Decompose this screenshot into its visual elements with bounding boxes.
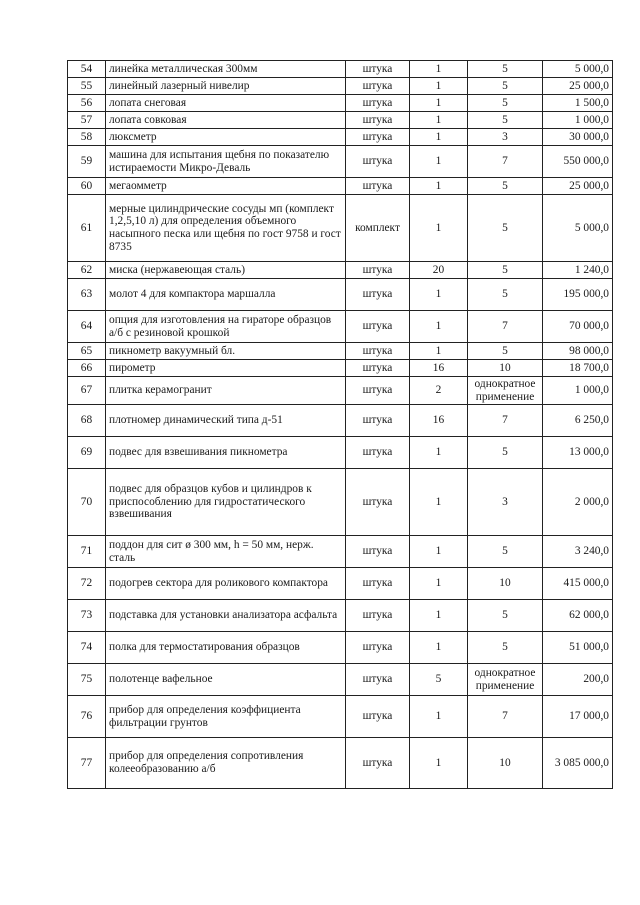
row-number-cell: 77 xyxy=(68,738,106,789)
quantity-cell: 1 xyxy=(410,61,468,78)
service-life-cell: однократное применение xyxy=(468,664,543,696)
table-row xyxy=(68,343,613,360)
service-life-cell: 5 xyxy=(468,343,543,360)
unit-of-measure-cell: штука xyxy=(346,377,410,405)
price-cell: 18 700,0 xyxy=(543,360,613,377)
price-cell: 2 000,0 xyxy=(543,469,613,536)
quantity-cell: 1 xyxy=(410,738,468,789)
item-name-cell: линейка металлическая 300мм xyxy=(106,61,346,78)
row-number-cell: 65 xyxy=(68,343,106,360)
unit-of-measure-cell: штука xyxy=(346,437,410,469)
price-cell: 25 000,0 xyxy=(543,178,613,195)
equipment-table xyxy=(67,60,613,789)
service-life-cell: 7 xyxy=(468,696,543,738)
service-life-cell: 10 xyxy=(468,360,543,377)
price-cell: 5 000,0 xyxy=(543,195,613,262)
quantity-cell: 1 xyxy=(410,311,468,343)
quantity-cell: 1 xyxy=(410,95,468,112)
price-cell: 5 000,0 xyxy=(543,61,613,78)
unit-of-measure-cell: штука xyxy=(346,664,410,696)
service-life-cell: 7 xyxy=(468,311,543,343)
table-row xyxy=(68,360,613,377)
unit-of-measure-cell: штука xyxy=(346,95,410,112)
item-name-cell: полка для термостатирования образцов xyxy=(106,632,346,664)
quantity-cell: 1 xyxy=(410,568,468,600)
table-row xyxy=(68,78,613,95)
price-cell: 30 000,0 xyxy=(543,129,613,146)
item-name-cell: пирометр xyxy=(106,360,346,377)
service-life-cell: однократное применение xyxy=(468,377,543,405)
table-row xyxy=(68,279,613,311)
unit-of-measure-cell: штука xyxy=(346,696,410,738)
table-row xyxy=(68,377,613,405)
quantity-cell: 1 xyxy=(410,343,468,360)
quantity-cell: 1 xyxy=(410,696,468,738)
table-row xyxy=(68,600,613,632)
table-row xyxy=(68,262,613,279)
item-name-cell: плитка керамогранит xyxy=(106,377,346,405)
service-life-cell: 5 xyxy=(468,536,543,568)
item-name-cell: полотенце вафельное xyxy=(106,664,346,696)
row-number-cell: 76 xyxy=(68,696,106,738)
quantity-cell: 1 xyxy=(410,437,468,469)
table-row xyxy=(68,61,613,78)
unit-of-measure-cell: штука xyxy=(346,61,410,78)
table-row xyxy=(68,146,613,178)
item-name-cell: поддон для сит ø 300 мм, h = 50 мм, нерж. сталь xyxy=(106,536,346,568)
service-life-cell: 3 xyxy=(468,129,543,146)
table-row xyxy=(68,195,613,262)
service-life-cell: 5 xyxy=(468,178,543,195)
item-name-cell: люксметр xyxy=(106,129,346,146)
price-cell: 51 000,0 xyxy=(543,632,613,664)
item-name-cell: пикнометр вакуумный бл. xyxy=(106,343,346,360)
item-name-cell: прибор для определения коэффициента фильтрации грунтов xyxy=(106,696,346,738)
item-name-cell: лопата совковая xyxy=(106,112,346,129)
item-name-cell: машина для испытания щебня по показателю истираемости Микро-Деваль xyxy=(106,146,346,178)
quantity-cell: 2 xyxy=(410,377,468,405)
item-name-cell: миска (нержавеющая сталь) xyxy=(106,262,346,279)
table-row xyxy=(68,311,613,343)
item-name-cell: подогрев сектора для роликового компактора xyxy=(106,568,346,600)
unit-of-measure-cell: штука xyxy=(346,568,410,600)
price-cell: 200,0 xyxy=(543,664,613,696)
row-number-cell: 64 xyxy=(68,311,106,343)
price-cell: 70 000,0 xyxy=(543,311,613,343)
price-cell: 1 240,0 xyxy=(543,262,613,279)
price-cell: 62 000,0 xyxy=(543,600,613,632)
row-number-cell: 74 xyxy=(68,632,106,664)
row-number-cell: 69 xyxy=(68,437,106,469)
unit-of-measure-cell: штука xyxy=(346,738,410,789)
row-number-cell: 62 xyxy=(68,262,106,279)
unit-of-measure-cell: штука xyxy=(346,632,410,664)
price-cell: 98 000,0 xyxy=(543,343,613,360)
unit-of-measure-cell: штука xyxy=(346,360,410,377)
row-number-cell: 61 xyxy=(68,195,106,262)
quantity-cell: 5 xyxy=(410,664,468,696)
quantity-cell: 1 xyxy=(410,195,468,262)
item-name-cell: мегаомметр xyxy=(106,178,346,195)
table-row xyxy=(68,632,613,664)
unit-of-measure-cell: штука xyxy=(346,178,410,195)
item-name-cell: подставка для установки анализатора асфальта xyxy=(106,600,346,632)
service-life-cell: 5 xyxy=(468,195,543,262)
price-cell: 17 000,0 xyxy=(543,696,613,738)
table-row xyxy=(68,664,613,696)
service-life-cell: 3 xyxy=(468,469,543,536)
service-life-cell: 5 xyxy=(468,262,543,279)
quantity-cell: 1 xyxy=(410,536,468,568)
row-number-cell: 58 xyxy=(68,129,106,146)
unit-of-measure-cell: штука xyxy=(346,78,410,95)
quantity-cell: 1 xyxy=(410,600,468,632)
table-row xyxy=(68,469,613,536)
price-cell: 415 000,0 xyxy=(543,568,613,600)
row-number-cell: 59 xyxy=(68,146,106,178)
unit-of-measure-cell: штука xyxy=(346,536,410,568)
item-name-cell: линейный лазерный нивелир xyxy=(106,78,346,95)
row-number-cell: 67 xyxy=(68,377,106,405)
service-life-cell: 5 xyxy=(468,279,543,311)
price-cell: 25 000,0 xyxy=(543,78,613,95)
table-row xyxy=(68,696,613,738)
item-name-cell: подвес для образцов кубов и цилиндров к приспособлению для гидростатического взвешивания xyxy=(106,469,346,536)
row-number-cell: 56 xyxy=(68,95,106,112)
row-number-cell: 54 xyxy=(68,61,106,78)
table-row xyxy=(68,405,613,437)
unit-of-measure-cell: штука xyxy=(346,146,410,178)
service-life-cell: 10 xyxy=(468,738,543,789)
table-row xyxy=(68,95,613,112)
service-life-cell: 5 xyxy=(468,95,543,112)
unit-of-measure-cell: штука xyxy=(346,469,410,536)
item-name-cell: опция для изготовления на гираторе образцов а/б с резиновой крошкой xyxy=(106,311,346,343)
unit-of-measure-cell: штука xyxy=(346,600,410,632)
service-life-cell: 7 xyxy=(468,405,543,437)
equipment-table-sheet xyxy=(67,60,612,789)
row-number-cell: 75 xyxy=(68,664,106,696)
table-row xyxy=(68,112,613,129)
quantity-cell: 1 xyxy=(410,178,468,195)
row-number-cell: 55 xyxy=(68,78,106,95)
table-row xyxy=(68,129,613,146)
price-cell: 1 000,0 xyxy=(543,377,613,405)
service-life-cell: 5 xyxy=(468,437,543,469)
item-name-cell: мерные цилиндрические сосуды мп (комплект 1,2,5,10 л) для определения объемного насыпного песка или щебня по гост 9758 и гост 8735 xyxy=(106,195,346,262)
unit-of-measure-cell: комплект xyxy=(346,195,410,262)
row-number-cell: 60 xyxy=(68,178,106,195)
unit-of-measure-cell: штука xyxy=(346,112,410,129)
quantity-cell: 1 xyxy=(410,129,468,146)
item-name-cell: лопата снеговая xyxy=(106,95,346,112)
unit-of-measure-cell: штука xyxy=(346,129,410,146)
price-cell: 195 000,0 xyxy=(543,279,613,311)
row-number-cell: 72 xyxy=(68,568,106,600)
quantity-cell: 1 xyxy=(410,279,468,311)
service-life-cell: 5 xyxy=(468,61,543,78)
item-name-cell: плотномер динамический типа д-51 xyxy=(106,405,346,437)
quantity-cell: 16 xyxy=(410,360,468,377)
price-cell: 3 240,0 xyxy=(543,536,613,568)
price-cell: 550 000,0 xyxy=(543,146,613,178)
unit-of-measure-cell: штука xyxy=(346,311,410,343)
row-number-cell: 57 xyxy=(68,112,106,129)
service-life-cell: 10 xyxy=(468,568,543,600)
row-number-cell: 66 xyxy=(68,360,106,377)
row-number-cell: 73 xyxy=(68,600,106,632)
quantity-cell: 1 xyxy=(410,146,468,178)
price-cell: 6 250,0 xyxy=(543,405,613,437)
unit-of-measure-cell: штука xyxy=(346,343,410,360)
unit-of-measure-cell: штука xyxy=(346,262,410,279)
row-number-cell: 70 xyxy=(68,469,106,536)
service-life-cell: 5 xyxy=(468,78,543,95)
table-row xyxy=(68,738,613,789)
service-life-cell: 7 xyxy=(468,146,543,178)
table-row xyxy=(68,568,613,600)
quantity-cell: 20 xyxy=(410,262,468,279)
service-life-cell: 5 xyxy=(468,632,543,664)
price-cell: 3 085 000,0 xyxy=(543,738,613,789)
quantity-cell: 1 xyxy=(410,469,468,536)
row-number-cell: 71 xyxy=(68,536,106,568)
table-row xyxy=(68,178,613,195)
quantity-cell: 16 xyxy=(410,405,468,437)
row-number-cell: 68 xyxy=(68,405,106,437)
price-cell: 1 000,0 xyxy=(543,112,613,129)
unit-of-measure-cell: штука xyxy=(346,279,410,311)
row-number-cell: 63 xyxy=(68,279,106,311)
quantity-cell: 1 xyxy=(410,112,468,129)
item-name-cell: прибор для определения сопротивления колееобразованию а/б xyxy=(106,738,346,789)
service-life-cell: 5 xyxy=(468,112,543,129)
quantity-cell: 1 xyxy=(410,78,468,95)
item-name-cell: молот 4 для компактора маршалла xyxy=(106,279,346,311)
unit-of-measure-cell: штука xyxy=(346,405,410,437)
item-name-cell: подвес для взвешивания пикнометра xyxy=(106,437,346,469)
table-row xyxy=(68,536,613,568)
service-life-cell: 5 xyxy=(468,600,543,632)
price-cell: 13 000,0 xyxy=(543,437,613,469)
price-cell: 1 500,0 xyxy=(543,95,613,112)
quantity-cell: 1 xyxy=(410,632,468,664)
table-row xyxy=(68,437,613,469)
